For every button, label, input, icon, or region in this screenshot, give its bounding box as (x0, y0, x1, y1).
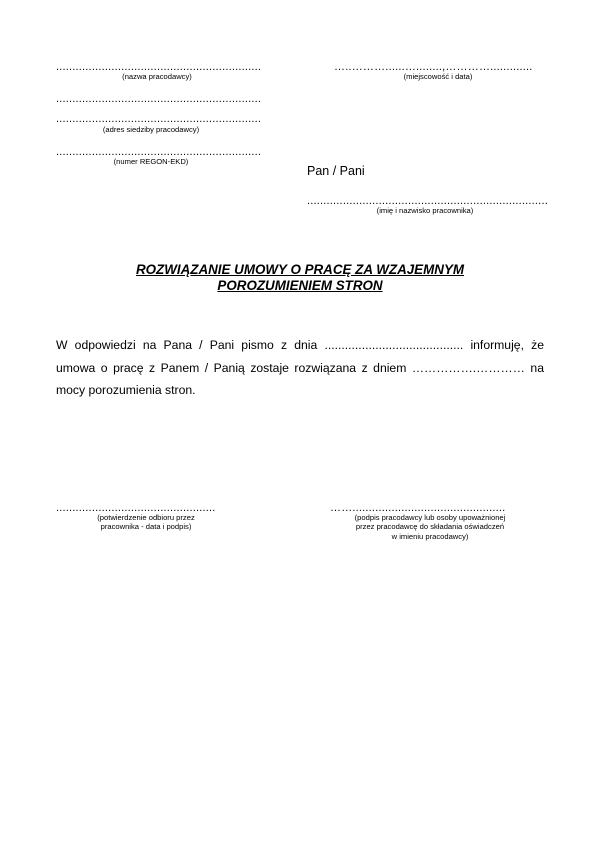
employee-name-caption: (imię i nazwisko pracownika) (376, 206, 474, 215)
employee-name-field: .......................................................................... (307, 195, 548, 207)
employee-signature-field: ................................................. (56, 502, 216, 514)
document-title-line1: ROZWIĄZANIE UMOWY O PRACĘ ZA WZAJEMNYM (135, 262, 465, 277)
place-date-caption: (miejscowość i data) (403, 72, 473, 81)
employer-name-caption: (nazwa pracodawcy) (122, 72, 192, 81)
employer-signature-caption (322, 513, 538, 541)
employer-signature-caption-line3: w imieniu pracodawcy) (391, 531, 469, 541)
place-date-field: …..………......…........,…………............. (334, 61, 533, 73)
addressee-salutation: Pan / Pani (307, 164, 365, 178)
employer-signature-caption-line1: (podpis pracodawcy lub osoby upoważnionej (354, 513, 506, 522)
employee-signature-caption (56, 513, 236, 532)
document-title (0, 262, 600, 294)
employer-address-line1-field: ............................................................... (56, 93, 262, 105)
employer-name-field: ............................................................... (56, 61, 262, 73)
regon-field: ............................................................... (56, 146, 262, 158)
document-title-line2: POROZUMIENIEM STRON (217, 278, 383, 293)
employer-address-line2-field: ............................................................... (56, 113, 262, 125)
regon-caption: (numer REGON-EKD) (113, 157, 189, 166)
employer-signature-caption-line2: przez pracodawcę do składania oświadczeń (355, 522, 505, 532)
employee-signature-caption-line1: (potwierdzenie odbioru przez (97, 513, 195, 522)
body-paragraph: W odpowiedzi na Pana / Pani pismo z dnia ......................................... informuję, że umowa o pracę z Panem / Panią zostaje rozwiązana z dniem …………….………… na mocy porozumienia stron. (56, 338, 544, 397)
employee-signature-caption-line2: pracownika - data i podpis) (100, 522, 192, 532)
employer-signature-field: ……............................................... (330, 502, 506, 514)
employer-address-caption: (adres siedziby pracodawcy) (102, 125, 200, 134)
